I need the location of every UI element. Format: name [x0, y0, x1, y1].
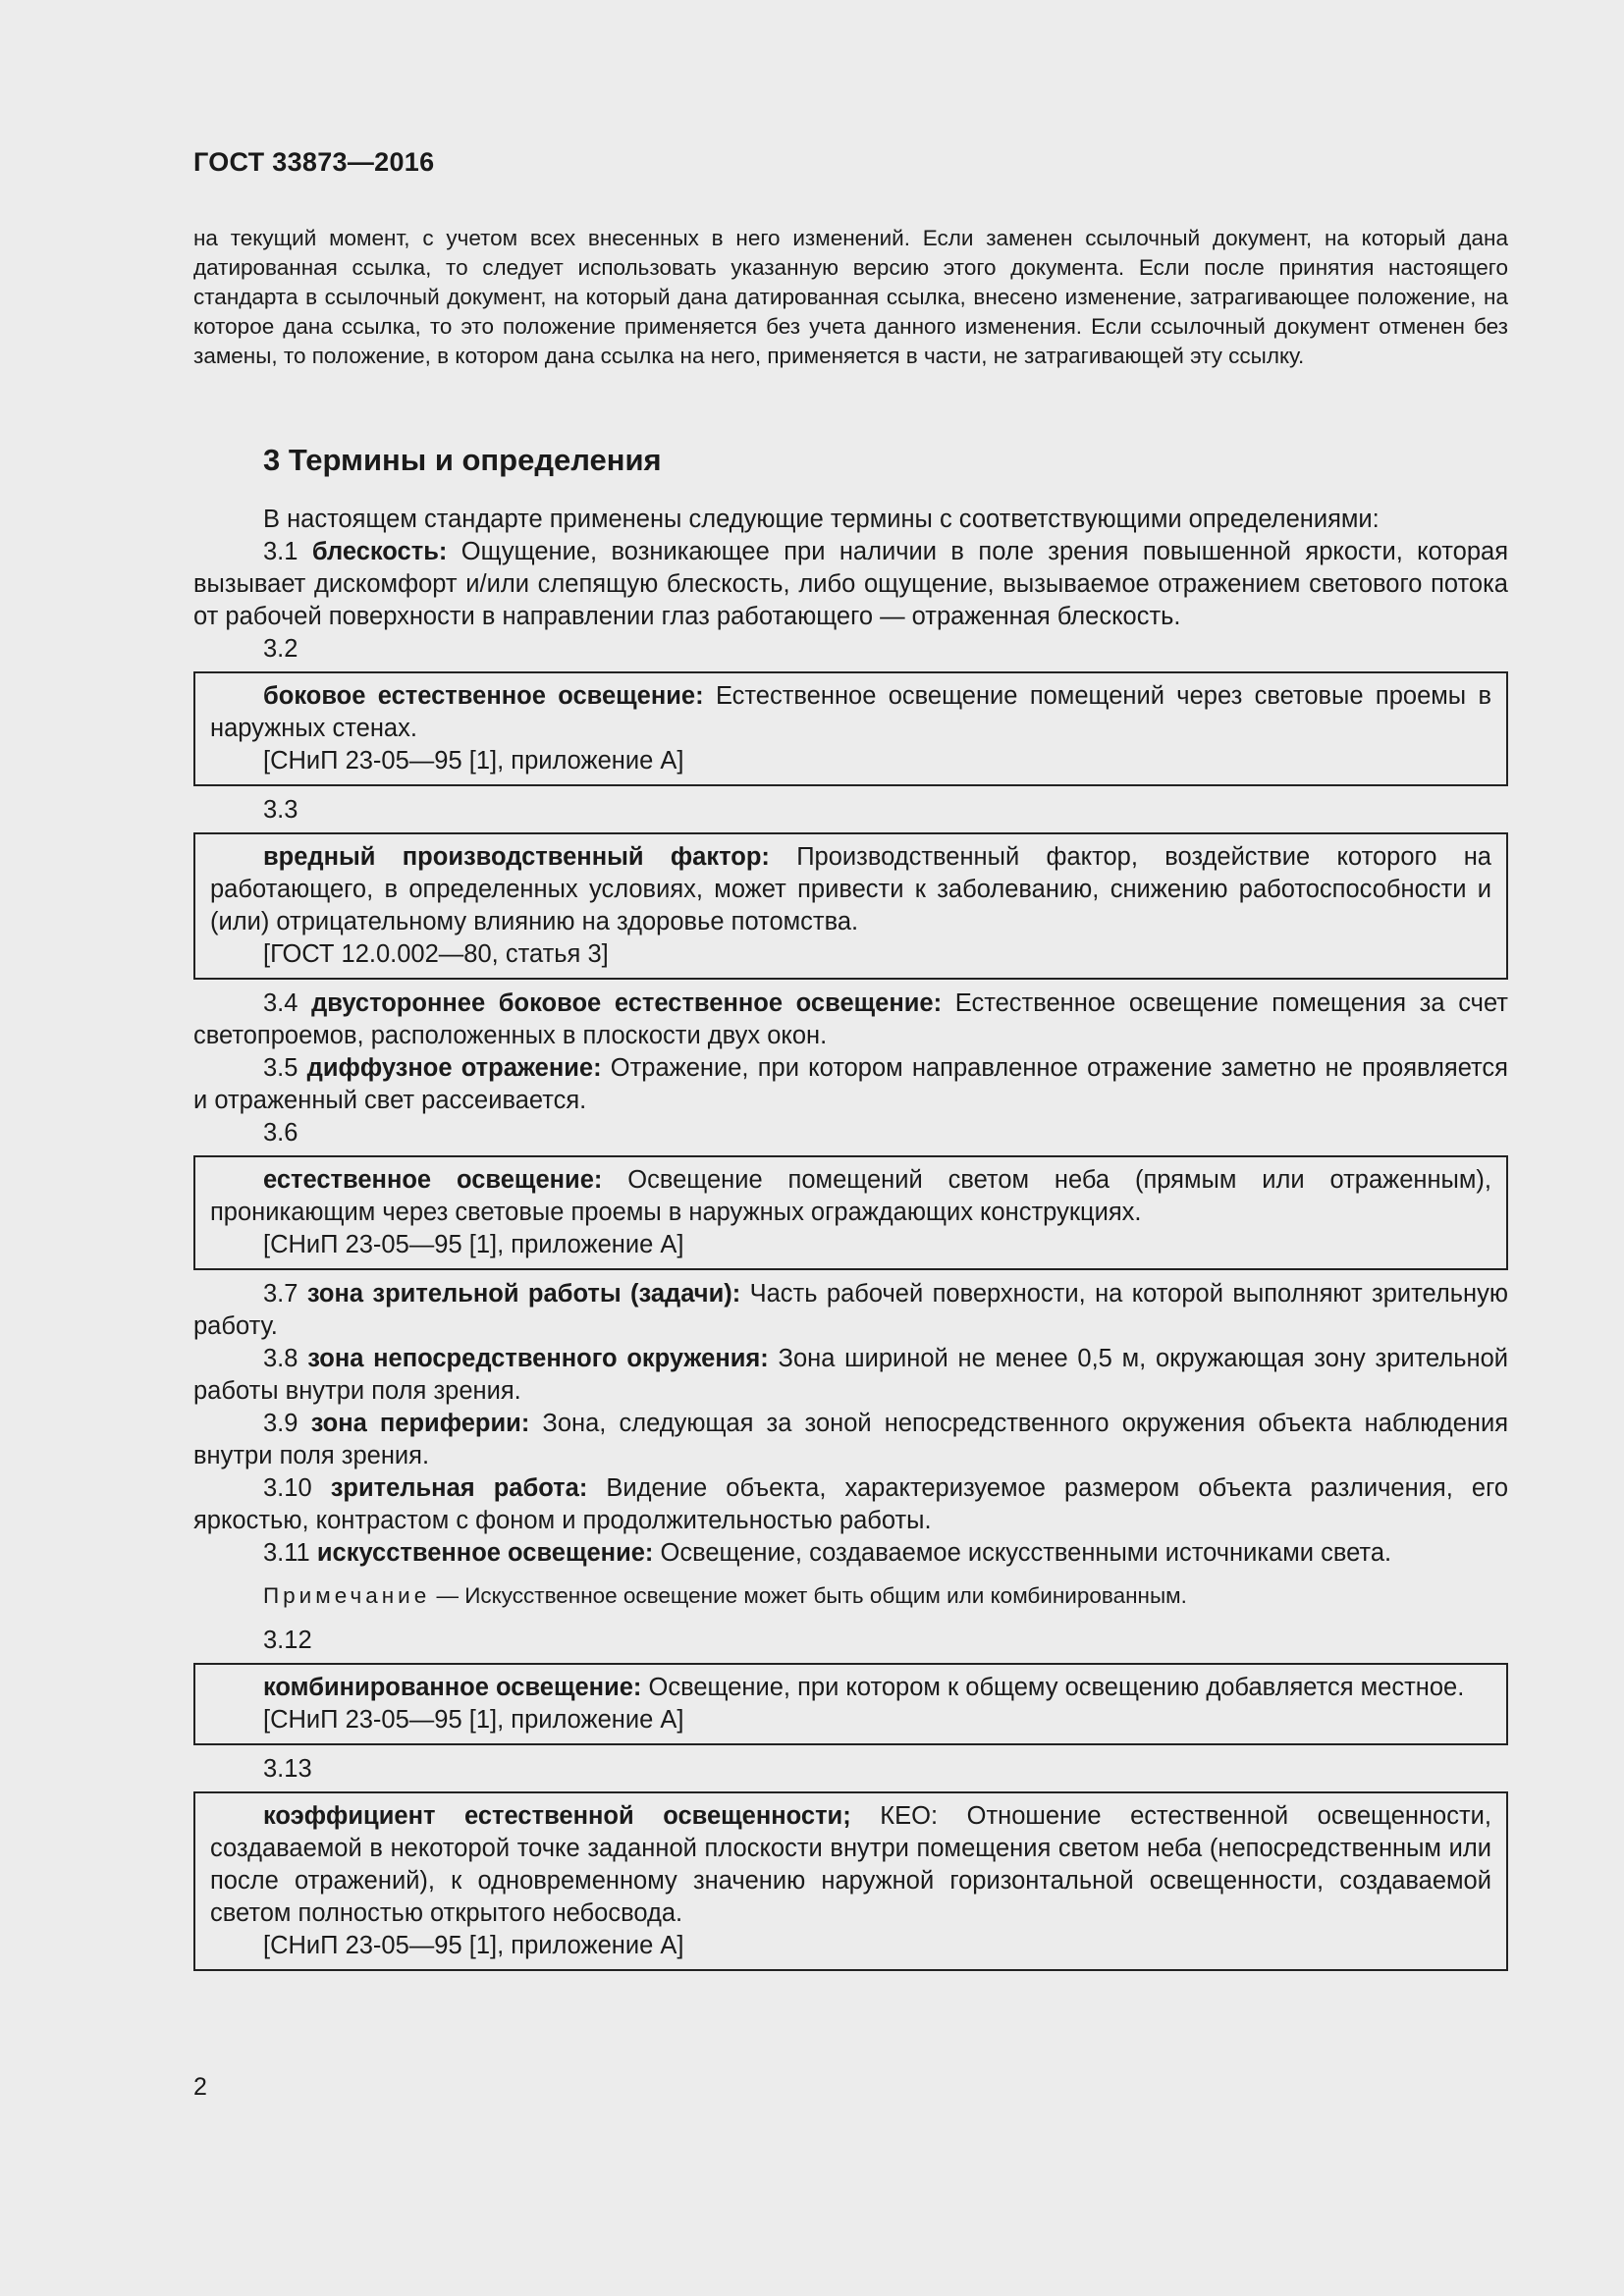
term-source: [СНиП 23-05—95 [1], приложение А]	[263, 747, 684, 774]
term-definition: вредный производственный фактор: Производственный фактор, воздействие которого на работающего, в определенных условиях, может привести к заболеванию, снижению работоспособности и (или) отрицательному влиянию на здоровье потомства.	[210, 843, 1491, 935]
note: Примечание — Искусственное освещение может быть общим или комбинированным.	[263, 1583, 1187, 1608]
term-number: 3.2	[263, 635, 298, 663]
term-definition: комбинированное освещение: Освещение, при котором к общему освещению добавляется местное.	[263, 1674, 1465, 1701]
term-definition: коэффициент естественной освещенности; КЕО: Отношение естественной освещенности, создаваемой в некоторой точке заданной плоскости внутри помещения светом неба (непосредственным или после отражений), к одновременному значению наружной горизонтальной освещенности, создаваемой светом полностью открытого небосвода.	[210, 1802, 1491, 1927]
term-3-9: 3.9 зона периферии: Зона, следующая за зоной непосредственного окружения объекта наблюдения внутри поля зрения.	[193, 1410, 1509, 1469]
section-title: 3 Термины и определения	[263, 443, 662, 477]
term-name: коэффициент естественной освещенности;	[263, 1802, 851, 1830]
term-name: диффузное отражение:	[306, 1054, 602, 1082]
term-name: блескость:	[311, 538, 448, 565]
term-3-1: 3.1 блескость: Ощущение, возникающее при наличии в поле зрения повышенной яркости, которая вызывает дискомфорт и/или слепящую блескость, либо ощущение, вызываемое отражением светового потока от рабочей поверхности в направлении глаз работающего — отраженная блескость.	[193, 538, 1508, 630]
term-name: зона зрительной работы (задачи):	[306, 1280, 741, 1308]
term-3-10: 3.10 зрительная работа: Видение объекта, характеризуемое размером объекта различения, его яркостью, контрастом с фоном и продолжительностью работы.	[193, 1474, 1508, 1534]
terms-content	[193, 504, 1508, 1979]
term-name: зона периферии:	[310, 1410, 530, 1437]
term-name: зона непосредственного окружения:	[307, 1345, 769, 1372]
term-source: [СНиП 23-05—95 [1], приложение А]	[263, 1932, 684, 1959]
intro-paragraph: на текущий момент, с учетом всех внесенных в него изменений. Если заменен ссылочный документ, на который дана датированная ссылка, то следует использовать указанную версию этого документа. Если после принятия настоящего стандарта в ссылочный документ, на который дана датированная ссылка, внесено изменение, затрагивающее положение, на которое дана ссылка, то это положение применяется без учета данного изменения. Если ссылочный документ отменен без замены, то положение, в котором дана ссылка на него, применяется в части, не затрагивающей эту ссылку.	[193, 226, 1508, 368]
term-number: 3.12	[263, 1627, 312, 1654]
term-3-5: 3.5 диффузное отражение: Отражение, при котором направленное отражение заметно не проявляется и отраженный свет рассеивается.	[193, 1054, 1508, 1114]
term-name: боковое естественное освещение:	[263, 682, 704, 710]
term-definition: боковое естественное освещение: Естественное освещение помещений через световые проемы в наружных стенах.	[210, 682, 1491, 742]
term-3-11: 3.11 искусственное освещение: Освещение, создаваемое искусственными источниками света.	[263, 1539, 1392, 1567]
page-number: 2	[193, 2073, 207, 2101]
document-header: ГОСТ 33873—2016	[193, 147, 435, 177]
term-3-4: 3.4 двустороннее боковое естественное освещение: Естественное освещение помещения за счет светопроемов, расположенных в плоскости двух окон.	[193, 989, 1508, 1049]
term-source: [СНиП 23-05—95 [1], приложение А]	[263, 1231, 684, 1258]
term-box-3-3	[193, 832, 1508, 980]
term-box-3-6	[193, 1155, 1508, 1270]
term-box-3-12	[193, 1663, 1508, 1745]
term-3-7: 3.7 зона зрительной работы (задачи): Часть рабочей поверхности, на которой выполняют зрительную работу.	[193, 1280, 1509, 1340]
term-name: вредный производственный фактор:	[263, 843, 770, 871]
term-definition: естественное освещение: Освещение помещений светом неба (прямым или отраженным), проникающим через световые проемы в наружных ограждающих конструкциях.	[210, 1166, 1491, 1226]
term-source: [ГОСТ 12.0.002—80, статья 3]	[263, 940, 609, 968]
term-box-3-13	[193, 1791, 1508, 1971]
term-number: 3.6	[263, 1119, 298, 1147]
note-label: Примечание	[263, 1583, 431, 1608]
term-name: зрительная работа:	[330, 1474, 588, 1502]
term-3-8: 3.8 зона непосредственного окружения: Зона шириной не менее 0,5 м, окружающая зону зрительной работы внутри поля зрения.	[193, 1345, 1508, 1405]
term-source: [СНиП 23-05—95 [1], приложение А]	[263, 1706, 684, 1734]
term-name: естественное освещение:	[263, 1166, 603, 1194]
term-number: 3.13	[263, 1755, 312, 1783]
term-name: комбинированное освещение:	[263, 1674, 642, 1701]
term-name: искусственное освещение:	[316, 1539, 654, 1567]
term-name: двустороннее боковое естественное освещение:	[311, 989, 943, 1017]
term-box-3-2	[193, 671, 1508, 786]
term-number: 3.3	[263, 796, 298, 824]
lead-paragraph: В настоящем стандарте применены следующие термины с соответствующими определениями:	[263, 506, 1380, 533]
